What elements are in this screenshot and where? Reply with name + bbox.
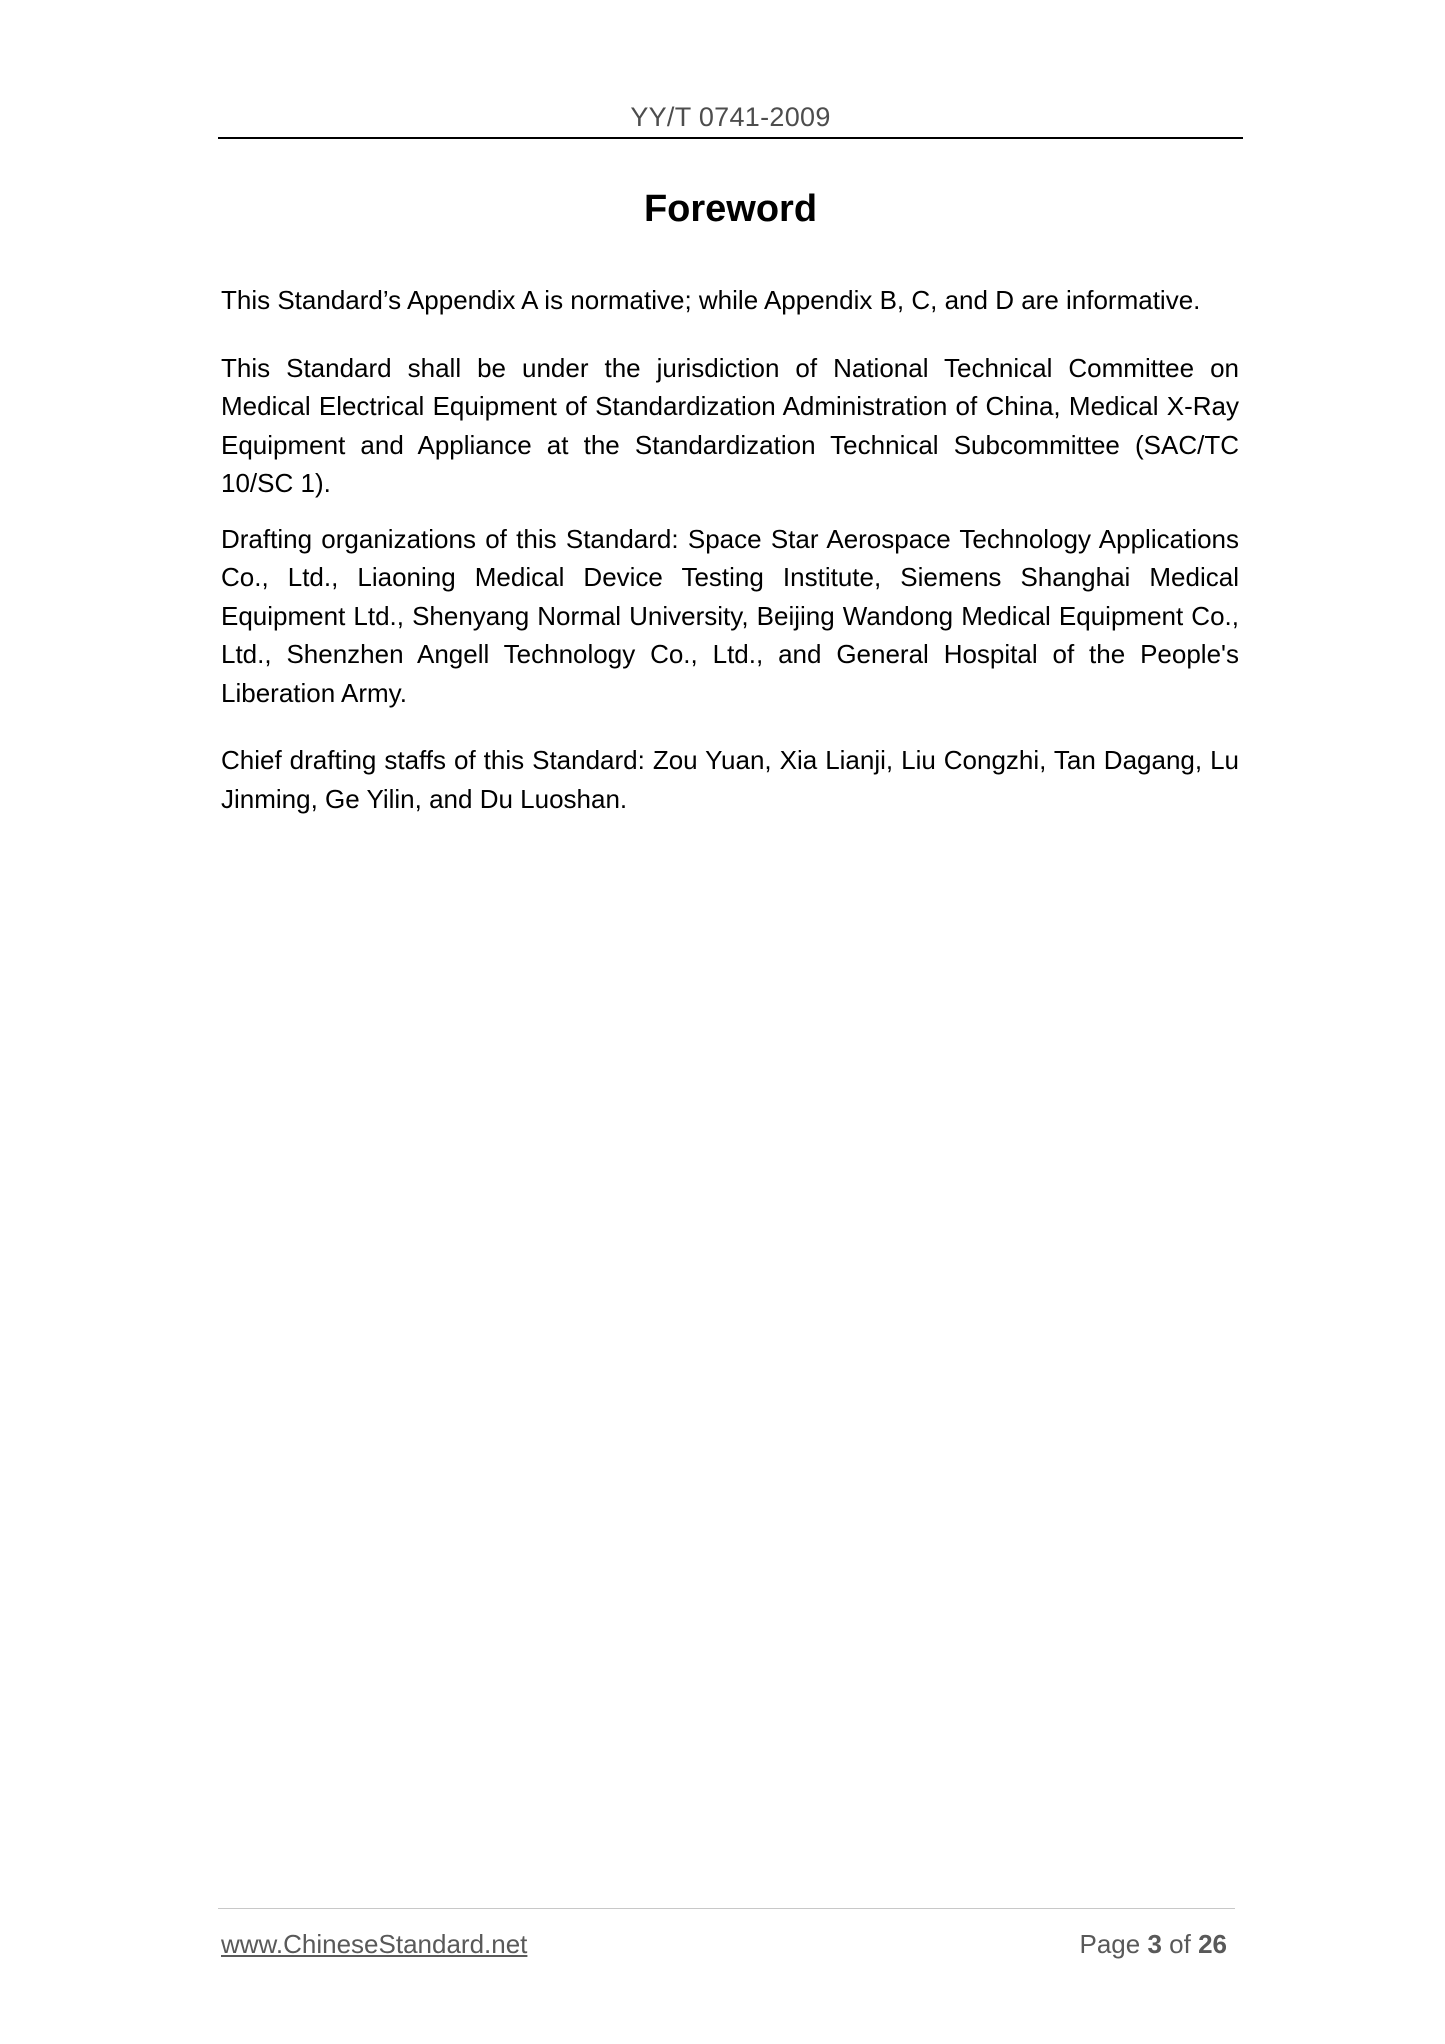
paragraph-appendix-status: This Standard’s Appendix A is normative; while Appendix B, C, and D are informative. (221, 285, 1201, 315)
website-link[interactable]: www.ChineseStandard.net (221, 1929, 528, 1959)
page-header-code: YY/T 0741-2009 (630, 102, 831, 132)
paragraph-drafting-staff: Chief drafting staffs of this Standard: Zou Yuan, Xia Lianji, Liu Congzhi, Tan Dagang, Lu Jinming, Ge Yilin, and Du Luoshan. (221, 745, 1239, 814)
page-title: Foreword (643, 188, 818, 230)
paragraph-jurisdiction: This Standard shall be under the jurisdiction of National Technical Committee on Medical Electrical Equipment of Standardization Administration of China, Medical X-Ray Equipment and Appliance at the Standardization Technical Subcommittee (SAC/TC 10/SC 1). (221, 352, 1239, 498)
page-number (1079, 1929, 1227, 1960)
page-prefix: Page (1079, 1929, 1141, 1959)
page-of: of (1169, 1929, 1191, 1959)
footer-divider (218, 1908, 1235, 1909)
paragraph-drafting-organizations: Drafting organizations of this Standard: Space Star Aerospace Technology Applications Co., Ltd., Liaoning Medical Device Testing Institute, Siemens Shanghai Medical Equipment Ltd., Shenyang Normal University, Beijing Wandong Medical Equipment Co., Ltd., Shenzhen Angell Technology Co., Ltd., and General Hospital of the People's Liberation Army. (221, 523, 1239, 708)
foreword-body (221, 281, 1239, 818)
header-divider (218, 137, 1243, 139)
page-total: 26 (1198, 1929, 1227, 1959)
page-current: 3 (1147, 1929, 1162, 1959)
